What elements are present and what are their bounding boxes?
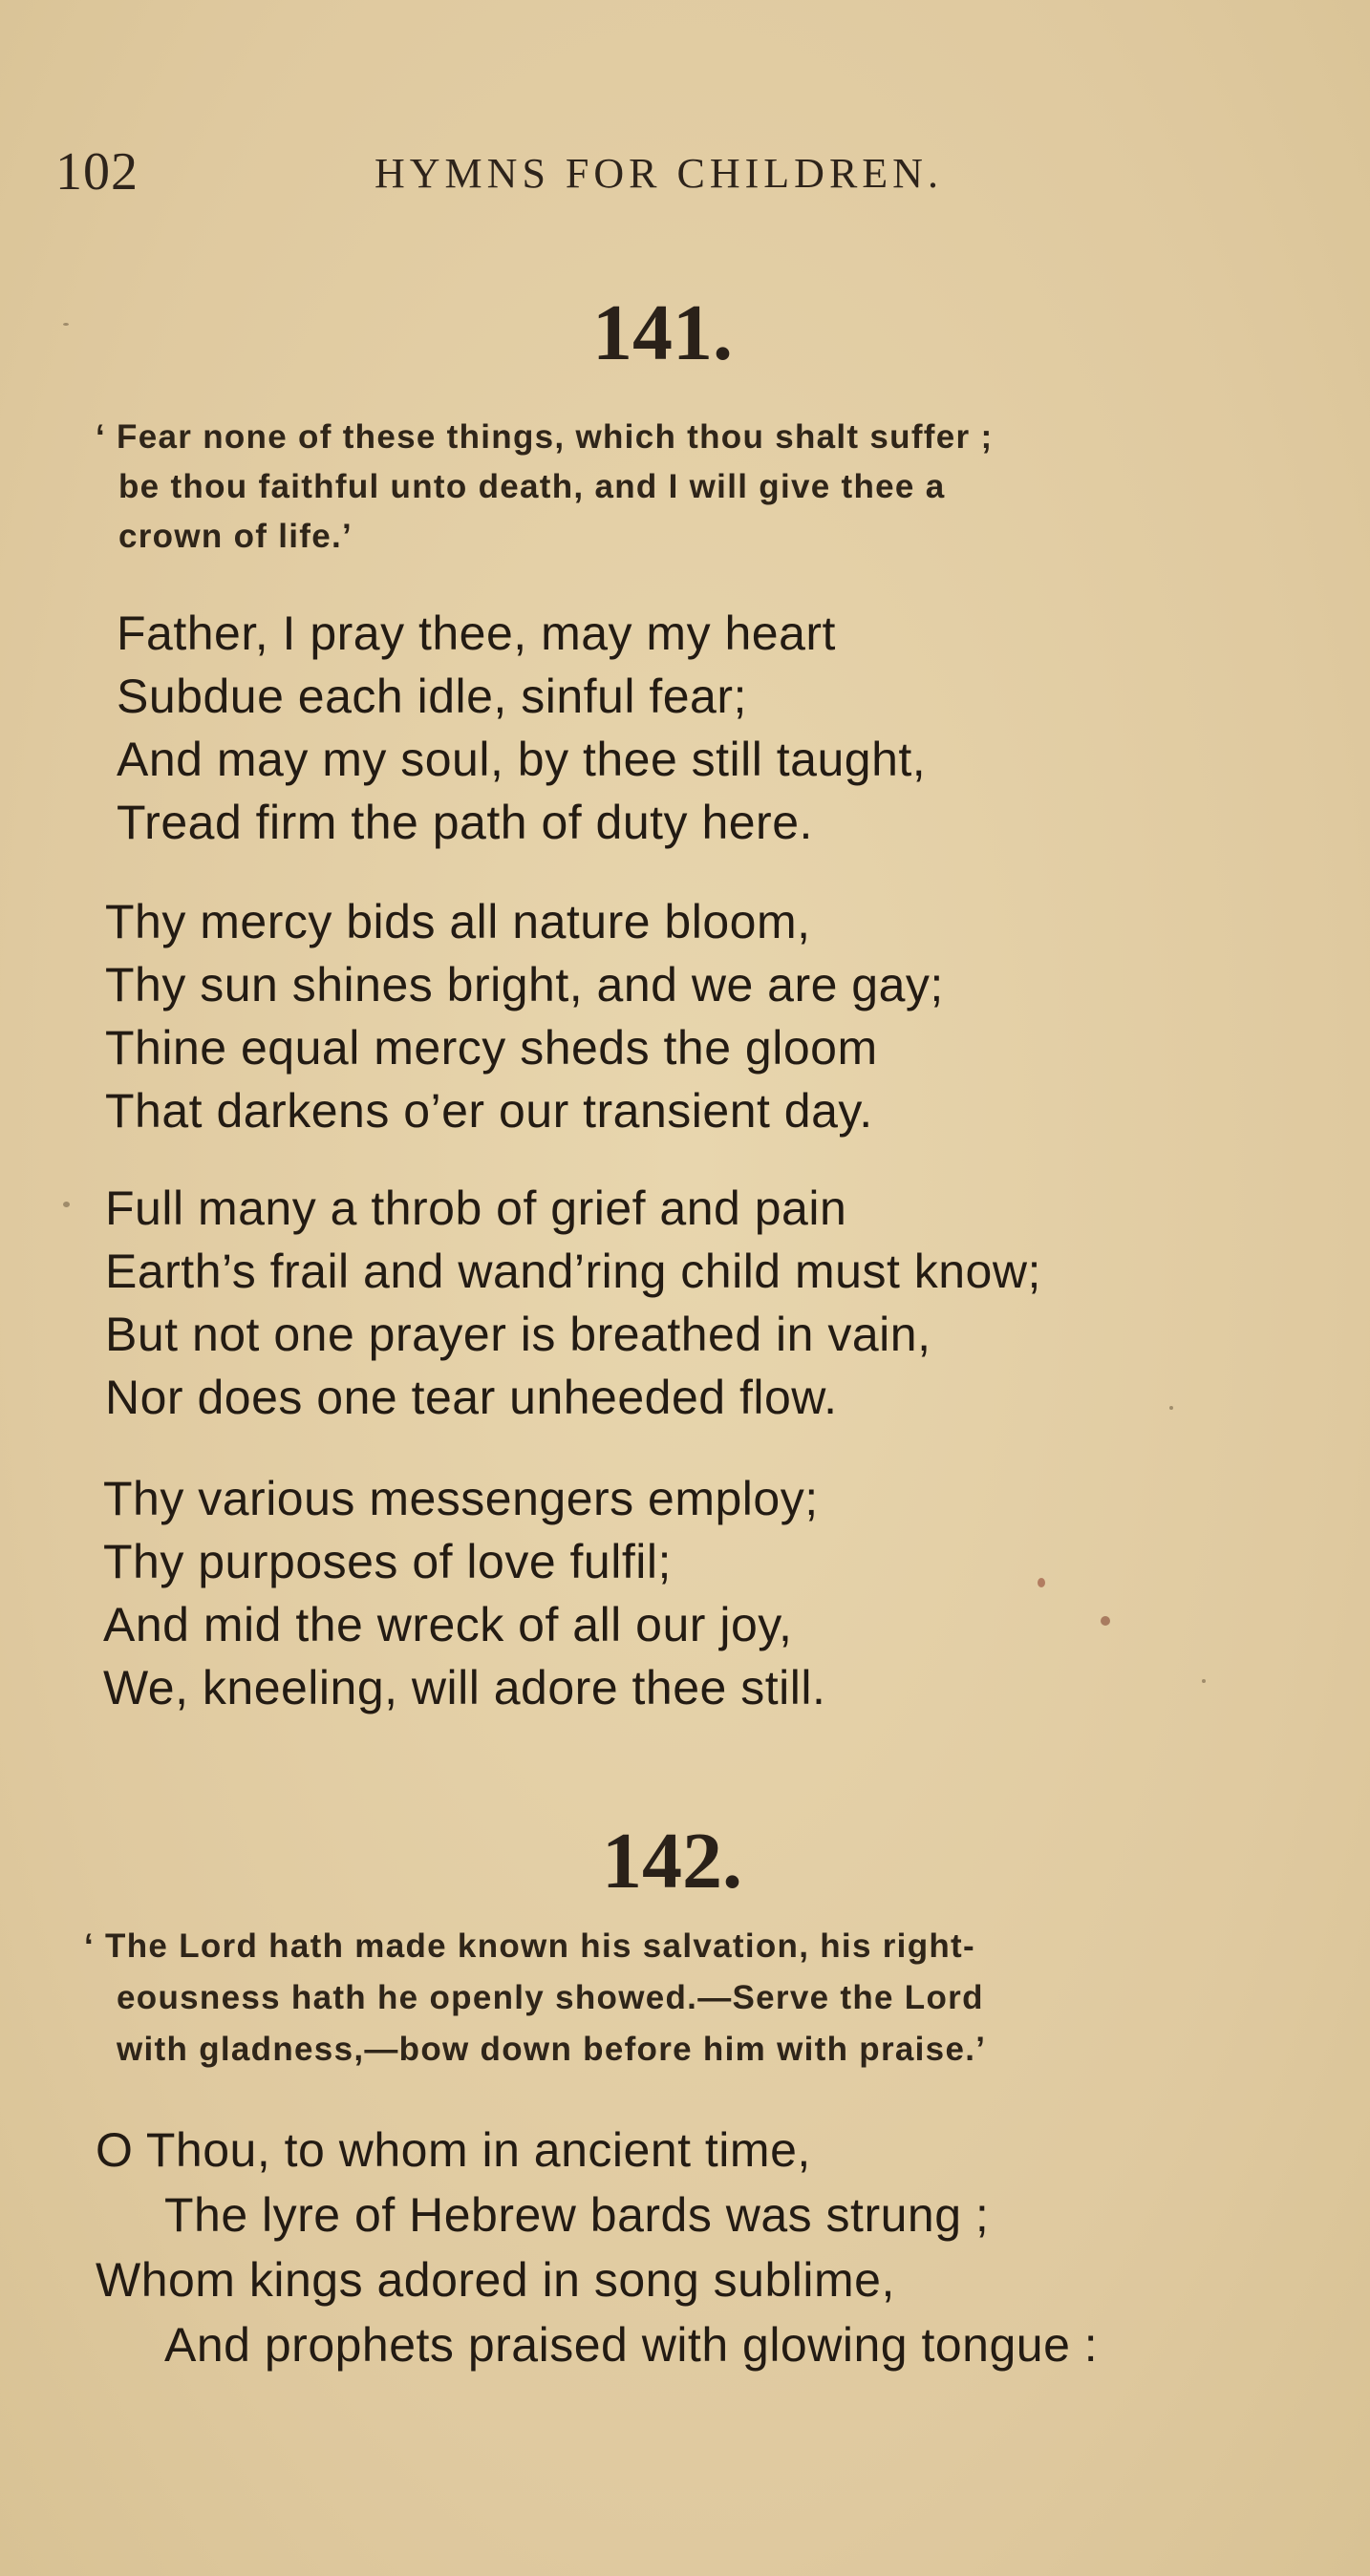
hymn-number: 142.	[602, 1817, 742, 1905]
verse-line: And prophets praised with glowing tongue :	[164, 2318, 1099, 2372]
epigraph-line: with gladness,—bow down before him with praise.’	[117, 2031, 987, 2068]
paper-speck	[63, 1202, 70, 1207]
running-head: HYMNS FOR CHILDREN.	[375, 150, 943, 197]
verse-line: Thy purposes of love fulfil;	[103, 1535, 672, 1588]
verse-line: Thy various messengers employ;	[103, 1472, 819, 1525]
page-number: 102	[55, 142, 139, 202]
verse-line: Father, I pray thee, may my heart	[117, 607, 836, 660]
verse-line: The lyre of Hebrew bards was strung ;	[164, 2188, 990, 2242]
verse-line: Thine equal mercy sheds the gloom	[105, 1021, 878, 1075]
verse-line: But not one prayer is breathed in vain,	[105, 1308, 931, 1361]
verse-line: Tread firm the path of duty here.	[117, 796, 813, 849]
epigraph-line: be thou faithful unto death, and I will give thee a	[118, 468, 946, 505]
verse-line: Subdue each idle, sinful fear;	[117, 670, 747, 723]
verse-line: Full many a throb of grief and pain	[105, 1182, 847, 1235]
verse-line: O Thou, to whom in ancient time,	[96, 2123, 811, 2177]
paper-speck	[63, 323, 69, 326]
verse-line: That darkens o’er our transient day.	[105, 1084, 873, 1138]
verse-line: Earth’s frail and wand’ring child must know;	[105, 1245, 1041, 1298]
epigraph-line: eousness hath he openly showed.—Serve the Lord	[117, 1979, 984, 2016]
paper-speck	[1101, 1616, 1110, 1626]
paper-speck	[1202, 1679, 1206, 1683]
verse-line: And may my soul, by thee still taught,	[117, 733, 927, 786]
verse-line: And mid the wreck of all our joy,	[103, 1598, 793, 1651]
epigraph-line: ‘ The Lord hath made known his salvation, his right-	[84, 1927, 975, 1965]
verse-line: Whom kings adored in song sublime,	[96, 2253, 895, 2307]
paper-speck	[1038, 1578, 1045, 1587]
epigraph-line: crown of life.’	[118, 518, 353, 555]
verse-line: Nor does one tear unheeded flow.	[105, 1371, 838, 1424]
verse-line: Thy sun shines bright, and we are gay;	[105, 958, 944, 1011]
hymn-number: 141.	[592, 288, 733, 377]
epigraph-line: ‘ Fear none of these things, which thou shalt suffer ;	[96, 418, 994, 456]
paper-speck	[1169, 1406, 1173, 1410]
verse-line: Thy mercy bids all nature bloom,	[105, 895, 811, 948]
verse-line: We, kneeling, will adore thee still.	[103, 1661, 826, 1714]
